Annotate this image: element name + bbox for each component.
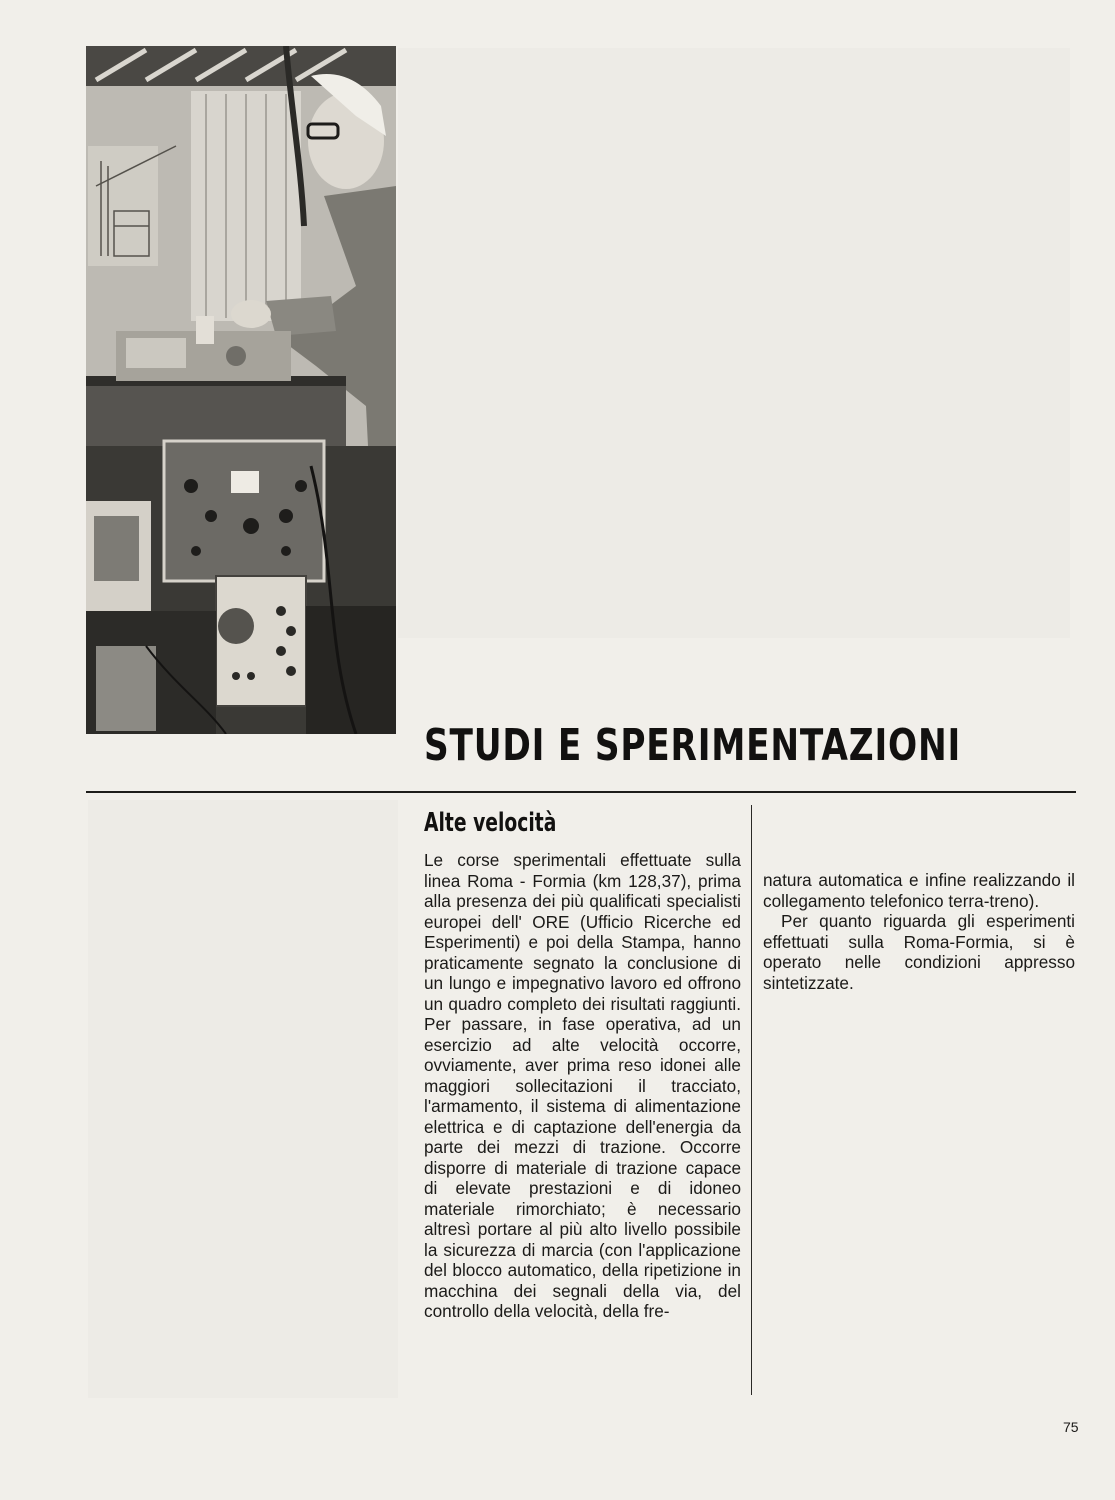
photo-man-with-laboratory-equipment-icon [86,46,396,734]
laboratory-photo [86,46,396,734]
paragraph: Per quanto riguarda gli esperimenti effettuati sulla Roma-Formia, si è operato nelle condizioni appresso sintetizzate. [763,911,1075,993]
column-divider [751,805,752,1395]
title-rule [86,791,1076,793]
paragraph: natura automatica e infine realizzando il collegamento telefonico terra-treno). [763,870,1075,911]
article-subtitle: Alte velocità [424,808,557,838]
bleed-through-area-left [88,800,398,1398]
page-number: 75 [1063,1419,1079,1435]
paragraph: Le corse sperimentali effettuate sulla linea Roma - Formia (km 128,37), prima alla presenza dei più qualificati specialisti europei dell' ORE (Ufficio Ricerche ed Esperimenti) e poi della Stampa, hanno praticamente segnato la conclusione di un lungo e impegnativo lavoro ed offrono un quadro completo dei risultati raggiunti. Per passare, in fase operativa, ad un esercizio ad alte velocità occorre, ovviamente, aver prima reso idonei alle maggiori sollecitazioni il tracciato, l'armamento, il sistema di alimentazione elettrica e di captazione dell'energia da parte dei mezzi di trazione. Occorre disporre di materiale di trazione capace di elevate prestazioni e di idoneo materiale rimorchiato; è necessario altresì portare al più alto livello possibile la sicurezza di marcia (con l'applicazione del blocco automatico, della ripetizione in macchina dei segnali della via, del controllo della velocità, della fre- [424,850,741,1321]
section-title: STUDI E SPERIMENTAZIONI [424,720,962,771]
bleed-through-area [398,48,1070,638]
article-column-1 [424,850,741,1322]
article-column-2 [763,870,1075,993]
